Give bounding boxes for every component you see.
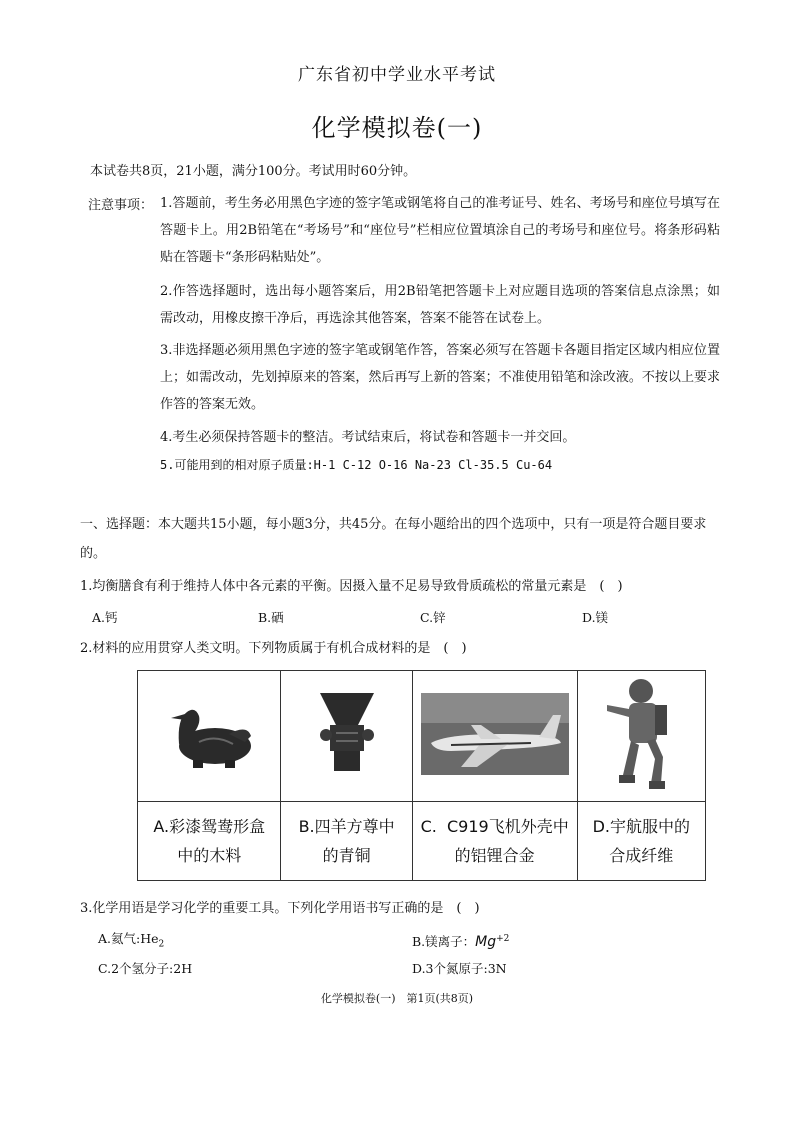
q1-option-c: C.锌 (420, 610, 446, 625)
q2-option-a (138, 802, 281, 881)
q2-option-c-line1: C. C919飞机外壳中 (420, 817, 569, 836)
q2-option-c (412, 802, 577, 881)
note-item-5: 5.可能用到的相对原子质量:H-1 C-12 O-16 Na-23 Cl-35.5 Cu-64 (160, 458, 553, 472)
q3-option-d: D.3个氮原子:3N (412, 961, 507, 976)
bronze-zun-image (281, 671, 412, 802)
q2-option-a-line1: A.彩漆鸳鸯形盒 (153, 817, 266, 836)
note-item-3: 3.非选择题必须用黑色字迹的签字笔或钢笔作答，答案必须写在答题卡各题目指定区域内相应位置上；如需改动，先划掉原来的答案，然后再写上新的答案；不准使用铅笔和涂改液。不按以上要求作答的答案无效。 (160, 343, 720, 412)
q3-option-b-text: B.镁离子： (412, 934, 476, 950)
q3-option-b (412, 930, 509, 951)
q2-option-d-line2: 合成纤维 (609, 846, 674, 865)
q3-option-b-superscript: +2 (496, 934, 510, 944)
q2-option-b-line1: B.四羊方尊中 (298, 817, 395, 836)
q2-option-c-line2: 的铝锂合金 (454, 846, 535, 865)
duck-box-image (138, 671, 281, 802)
question-1-stem: 1.均衡膳食有利于维持人体中各元素的平衡。因摄入量不足易导致骨质疏松的常量元素是 ( ) (80, 579, 623, 594)
q1-option-d: D.镁 (582, 610, 609, 625)
q1-option-a: A.钙 (92, 610, 118, 625)
q3-option-a-subscript: 2 (158, 939, 165, 950)
q2-option-table (137, 670, 706, 881)
q2-option-b-line2: 的青铜 (322, 846, 371, 865)
q3-option-b-formula: Mg (475, 934, 497, 951)
note-item-1: 1.答题前，考生务必用黑色字迹的签字笔或钢笔将自己的准考证号、姓名、考场号和座位号填写在答题卡上。用2B铅笔在“考场号”和“座位号”栏相应位置填涂自己的考场号和座位号。将条形码粘贴在答题卡“条形码粘贴处”。 (160, 196, 720, 265)
page-footer: 化学模拟卷(一) 第1页(共8页) (320, 992, 474, 1005)
q3-option-a (98, 930, 164, 954)
q1-option-b: B.硒 (258, 610, 284, 625)
note-item-2: 2.作答选择题时，选出每小题答案后，用2B铅笔把答题卡上对应题目选项的答案信息点涂黑；如需改动，用橡皮擦干净后，再选涂其他答案，答案不能答在试卷上。 (160, 284, 720, 326)
paper-title: 化学模拟卷(一) (311, 114, 483, 142)
section-heading: 一、选择题：本大题共15小题，每小题3分，共45分。在每小题给出的四个选项中，只有一项是符合题目要求的。 (80, 517, 707, 561)
q3-option-c: C.2个氢分子:2H (98, 961, 193, 976)
exam-header: 广东省初中学业水平考试 (298, 65, 496, 85)
note-item-4: 4.考生必须保持答题卡的整洁。考试结束后，将试卷和答题卡一并交回。 (160, 430, 576, 445)
question-3-stem: 3.化学用语是学习化学的重要工具。下列化学用语书写正确的是 ( ) (80, 901, 480, 916)
q2-option-b (281, 802, 412, 881)
airplane-image (412, 671, 577, 802)
q2-option-d-line1: D.宇航服中的 (592, 817, 690, 836)
intro-text: 本试卷共8页，21小题，满分100分。考试用时60分钟。 (90, 164, 417, 179)
notes-label: 注意事项： (88, 198, 154, 213)
q3-option-a-text: A.氦气:He (98, 931, 159, 946)
q2-option-d (577, 802, 705, 881)
q2-option-a-line2: 中的木料 (177, 846, 242, 865)
astronaut-image (577, 671, 705, 802)
question-2-stem: 2.材料的应用贯穿人类文明。下列物质属于有机合成材料的是 ( ) (80, 641, 467, 656)
